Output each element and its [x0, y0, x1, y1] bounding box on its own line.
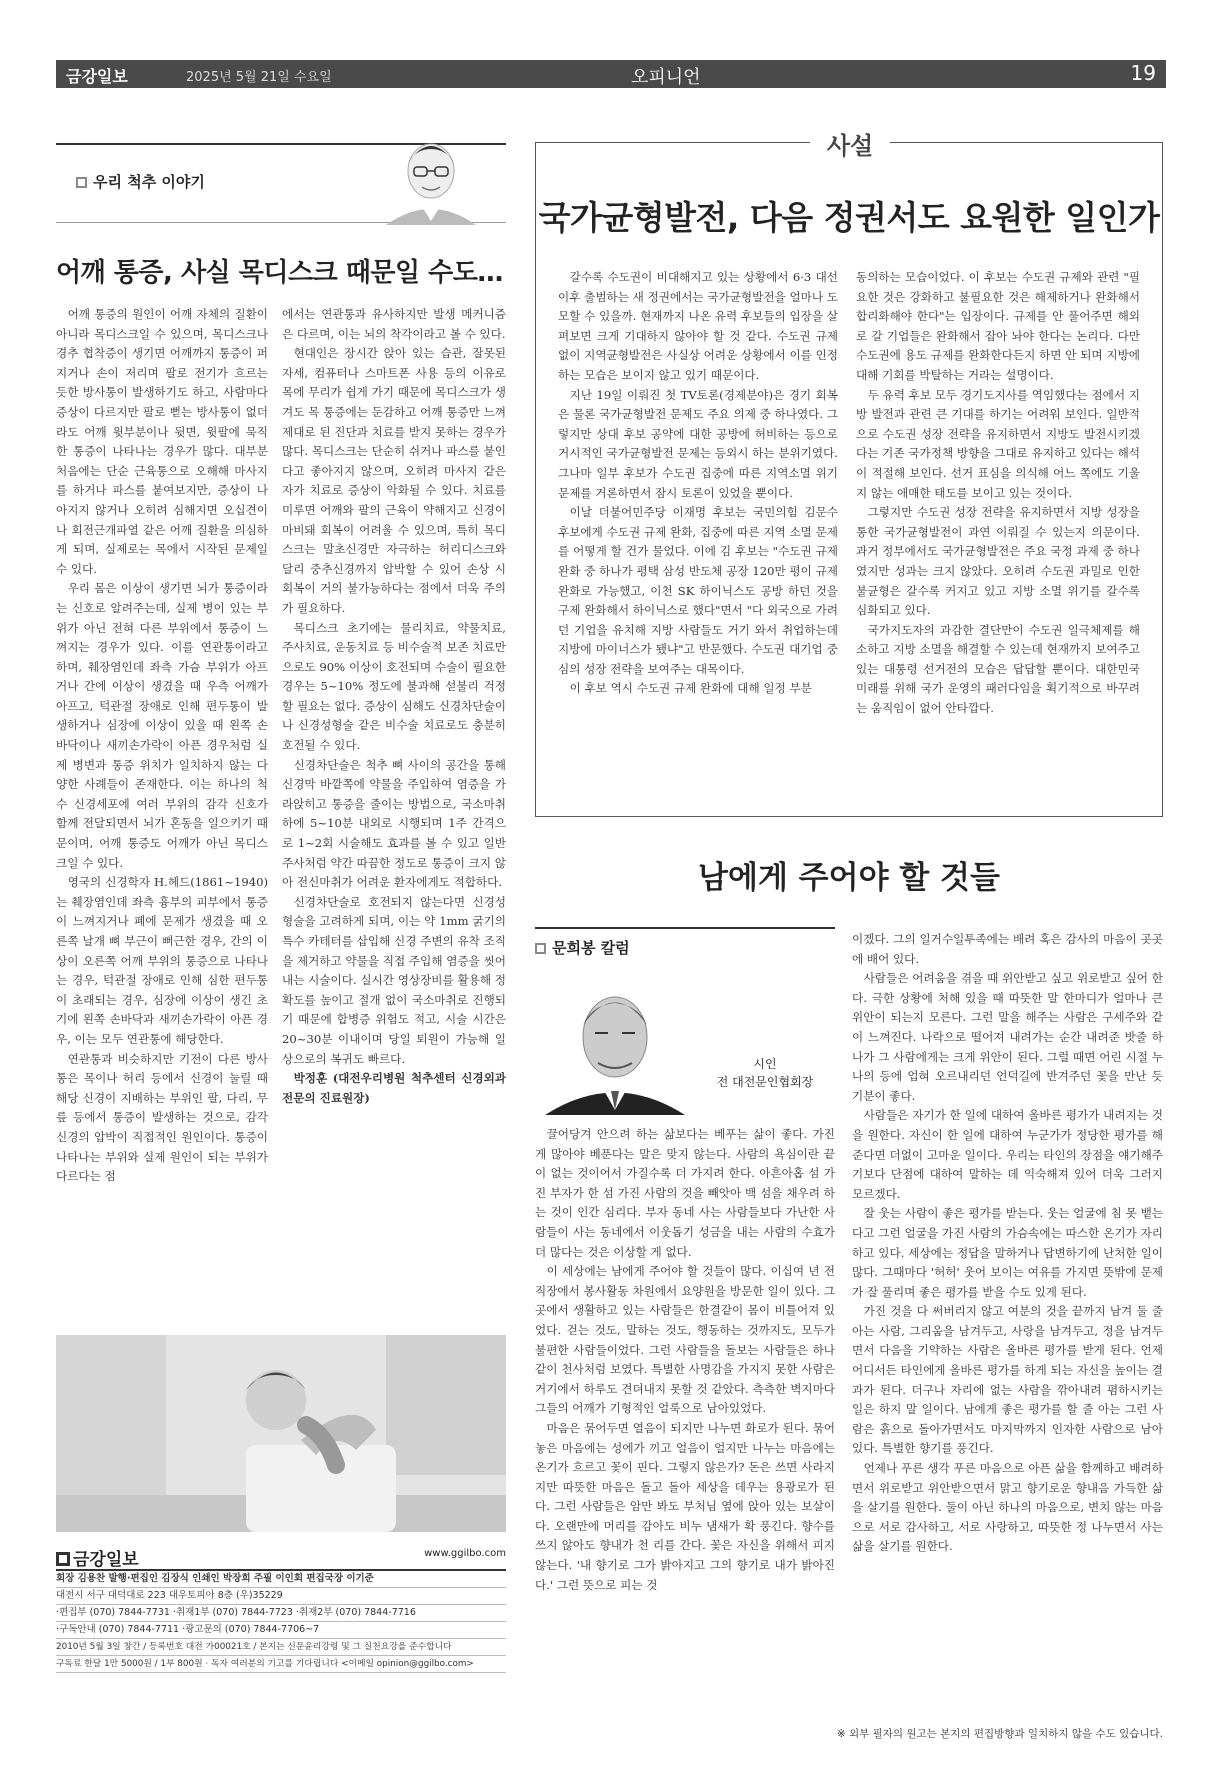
paragraph: 신경차단술은 척추 뼈 사이의 공간을 통해 신경막 바깥쪽에 약물을 주입하여 염증을 가라앉히고 통증을 줄이는 방법으로, 국소마취 하에 5~10분 내외로 시행되며 1주 간격으로 1~2회 시술해도 효과를 볼 수 있고 일반 주사처럼 약간 따끔한 정도로 통증이 크지 않아 전신마취가 어려운 환자에게도 적합하다.	[282, 757, 506, 890]
paragraph: 신경차단술로 호전되지 않는다면 신경성형술을 고려하게 되며, 이는 약 1mm 굵기의 특수 카테터를 삽입해 신경 주변의 유착 조직을 제거하고 약물을 직접 주입해 염증을 씻어내는 시술이다. 실시간 영상장비를 활용해 정확도를 높이고 절개 없이 국소마취로 진행되기 때문에 합병증 위험도 적고, 시술 시간은 20~30분 이내이며 당일 퇴원이 가능해 일상으로의 복귀도 빠르다.	[282, 894, 506, 1066]
paragraph: 갈수록 수도권이 비대해지고 있는 상황에서 6·3 대선 이후 출범하는 새 정권에서는 국가균형발전을 얼마나 도모할 수 있을까. 현재까지 나온 유력 후보들의 입장을 살펴보면 크게 기대하지 않아야 할 것 같다. 수도권 규제 없이 지역균형발전은 사실상 어려운 상황에서 이를 인정하는 모습은 보이지 않고 있기 때문이다.	[558, 270, 838, 382]
header-section: 오피니언	[631, 67, 701, 88]
logo-icon	[56, 1552, 70, 1566]
shoulder-pain-photo	[56, 1335, 506, 1532]
paragraph: 마음은 묶어두면 열음이 되지만 나누면 화로가 된다. 묶어놓은 마음에는 성에가 끼고 얼음이 얼지만 나누는 마음에는 온기가 흐르고 꽃이 핀다. 그렇지 않은가? 돈은 쓰면 사라지지만 따뜻한 마음은 돌고 돌아 세상을 데우는 용광로가 된다. 그런 사람들은 암만 봐도 부처님 옆에 앉아 있는 보살이다. 오랜만에 머리를 감아도 비누 냄새가 확 풍긴다. 향수를 쓰지 않아도 향내가 천 리를 간다. 꽃은 자신을 위해서 피지 않는다. '내 향기로 그가 밝아지고 그의 향기로 내가 밝아진다.' 그런 뜻으로 피는 것	[535, 1420, 835, 1592]
masthead-subscription: 구독료 한달 1만 5000원 / 1부 800원 · 독자 여러분의 기고를 기다립니다 <이메일 opinion@ggilbo.com>	[56, 1656, 506, 1673]
columnist-credentials	[700, 1055, 830, 1091]
paragraph: 이 세상에는 남에게 주어야 할 것들이 많다. 이십여 년 전 직장에서 봉사활동 차원에서 요양원을 방문한 일이 있다. 그곳에서 생활하고 있는 사람들은 한결같이 몸이 비틀어져 있었다. 걷는 것도, 말하는 것도, 행동하는 것까지도, 모두가 불편한 사람들이었다. 그런 사람들을 돌보는 사람들은 하나같이 천사처럼 보였다. 특별한 사명감을 가지지 못한 사람은 거기에서 하루도 견뎌내지 못할 것 같았다. 측측한 벽지마다 그들의 어깨가 기형적인 얼룩으로 남아있었다.	[535, 1264, 835, 1416]
author-photo	[376, 135, 486, 225]
masthead-website: www.ggilbo.com	[424, 1548, 506, 1559]
masthead-logo: 금강일보	[56, 1545, 139, 1570]
masthead-phone2: ·구독안내 (070) 7844-7711 ·광고문의 (070) 7844-7706~7	[56, 1622, 506, 1639]
square-bullet-icon	[535, 943, 546, 954]
editorial-text-col1	[558, 268, 838, 699]
column-series-box	[56, 143, 506, 223]
square-bullet-icon	[76, 177, 87, 188]
editorial-label: 사설	[810, 126, 890, 161]
paragraph: 그렇지만 수도권 성장 전략을 유지하면서 지방 성장을 통한 국가균형발전이 과연 이뤄질 수 있는지 의문이다. 과거 정부에서도 국가균형발전은 주요 국정 과제 중 하나였지만 성과는 크지 않았다. 오히려 수도권 과밀로 인한 불균형은 갈수록 커지고 있고 지방 소멸 위기를 갈수록 심화되고 있다.	[856, 505, 1140, 618]
column2-series-box	[535, 927, 835, 958]
paragraph: 이 후보 역시 수도권 규제 완화에 대해 일정 부분	[569, 681, 812, 696]
paragraph: 사람들은 자기가 한 일에 대하여 올바른 평가가 내려지는 것을 원한다. 자신이 한 일에 대하여 누군가가 정당한 평가를 해준다면 더없이 고마운 일이다. 우리는 타인의 장점을 얘기해주기보다 단점에 대하여 말하는 데 익숙해져 있어 더욱 그러지 모르겠다.	[852, 1108, 1163, 1201]
masthead-phone1: ·편집부 (070) 7844-7731 ·취재1부 (070) 7844-7723 ·취재2부 (070) 7844-7716	[56, 1605, 506, 1622]
paragraph: 동의하는 모습이었다. 이 후보는 수도권 규제와 관련 "필요한 것은 강화하고 불필요한 것은 해제하거나 완화해서 합리화해야 한다"는 입장이다. 규제를 안 풀어주면 해외로 갈 기업들은 완화해서 잡아 놔야 한다는 논리다. 다만 수도권에 용도 규제를 완화한다든지 하면 안 되며 지방에 대해 기회를 박탈하는 거라는 설명이다.	[856, 270, 1140, 382]
paragraph: 잘 웃는 사람이 좋은 평가를 받는다. 웃는 얼굴에 침 못 뱉는다고 그런 얼굴을 가진 사람의 가슴속에는 따스한 온기가 자리하고 있다. 세상에는 정답을 말하거나 답변하기에 난처한 일이 많다. 그때마다 '허허' 웃어 보이는 여유를 가지면 뜻밖에 문제가 잘 풀리며 좋은 평가를 받을 수도 있게 된다.	[852, 1206, 1163, 1299]
columnist-photo	[540, 975, 690, 1115]
editorial-text-col2	[856, 268, 1140, 719]
paragraph: 끌어당겨 안으려 하는 삶보다는 베푸는 삶이 좋다. 가진 게 많아야 베푼다는 말은 맞지 않는다. 사람의 욕심이란 끝이 없는 것이어서 가질수록 더 가지려 한다. 아흔아홉 섬 가진 부자가 한 섬 가진 사람의 것을 빼앗아 백 섬을 채우려 하는 것이 인간 심리다. 부자 동네 사는 사람들보다 가난한 사람들이 사는 동네에서 이웃돕기 성금을 내는 사람의 수효가 더 많다는 것은 이상할 게 없다.	[535, 1127, 835, 1259]
column-text-col1	[56, 305, 268, 1187]
column2-text-col2	[852, 930, 1163, 1557]
editorial-title: 국가균형발전, 다음 정권서도 요원한 일인가	[538, 198, 1160, 237]
paragraph: 우리 몸은 이상이 생기면 뇌가 통증이라는 신호로 알려주는데, 실제 병이 있는 부위가 아닌 전혀 다른 부위에서 통증이 느껴지는 경우가 있다. 이를 연관통이라고 하며, 췌장염인데 좌측 가슴 부위가 아프거나 간에 이상이 생겼을 때 우측 어깨가 아프고, 턱관절 장애로 인해 편두통이 발생하거나 심장에 이상이 있을 때 왼쪽 손바닥이나 새끼손가락이 아픈 경우처럼 실제 병변과 통증 위치가 일치하지 않는 다양한 사례들이 존재한다. 이는 하나의 척수 신경세포에 여러 부위의 감각 신호가 함께 전달되면서 뇌가 혼동을 일으키기 때문이며, 어깨 통증도 어깨가 아닌 목디스크일 수 있다.	[56, 581, 268, 870]
masthead	[56, 1545, 506, 1683]
paragraph: 언제나 푸른 생각 푸른 마음으로 아픈 삶을 함께하고 배려하면서 위로받고 위안받으면서 맑고 향기로운 향내음 가득한 삶을 살기를 원한다. 둘이 아닌 하나의 마음으로, 변치 않는 마음으로 서로 감사하고, 서로 사랑하고, 따뜻한 정 나누면서 사는 삶을 살기를 원한다.	[852, 1461, 1163, 1554]
paragraph: 이날 더불어민주당 이재명 후보는 국민의힘 김문수 후보에게 수도권 규제 완화, 집중에 따른 지역 소멸 문제를 어떻게 할 건가 물었다. 이에 김 후보는 "수도권 규제 완화 중 하나가 평택 삼성 반도체 공장 120만 평이 규제 완화로 가능했고, 이천 SK 하이닉스도 공방 하던 것을 구제 완화해서 하이닉스로 했다"면서 "다 외국으로 가려던 기업을 유치해 지방 사람들도 거기 와서 취업하는데 지방에 마이너스가 됐냐"고 반문했다. 수도권 대기업 중심의 성장 전략을 보여주는 대목이다.	[558, 505, 838, 676]
paragraph: 영국의 신경학자 H.헤드(1861~1940)는 췌장염인데 좌측 흉부의 피부에서 통증이 느껴지거나 폐에 문제가 생겼을 때 오른쪽 날개 뼈 부근이 뻐근한 경우, 간의 이상이 오른쪽 어깨 부위의 통증으로 나타나는 경우, 턱관절 장애로 인해 심한 편두통이 초래되는 경우, 심장에 이상이 생긴 초기에 왼쪽 손바닥과 새끼손가락이 아픈 경우, 이는 모두 연관통에 해당한다.	[56, 875, 268, 1046]
paragraph: 가진 것을 다 써버리지 않고 여분의 것을 끝까지 남겨 둘 줄 아는 사람, 그리움을 남겨두고, 사랑을 남겨두고, 정을 남겨두면서 다음을 기약하는 사람은 올바른 평가를 받게 된다. 언제 어디서든 타인에게 올바른 평가를 하게 되는 자신을 높이는 결과가 된다. 더구나 자리에 없는 사람을 깎아내려 폄하시키는 일은 하지 말 일이다. 남에게 좋은 평가를 할 줄 아는 그런 사람은 흙으로 돌아가면서도 마지막까지 인자한 사람으로 남아있다. 특별한 향기를 풍긴다.	[852, 1304, 1163, 1456]
paragraph: 목디스크 초기에는 물리치료, 약물치료, 주사치료, 운동치료 등 비수술적 보존 치료만으로도 90% 이상이 호전되며 수술이 필요한 경우는 5~10% 정도에 불과해 섣불리 걱정할 필요는 없다. 증상이 심해도 신경차단술이나 신경성형술 같은 비수술 치료로도 충분히 호전될 수 있다.	[282, 620, 506, 753]
column2-headline: 남에게 주어야 할 것들	[698, 860, 1000, 896]
paragraph: 연관통과 비슷하지만 기전이 다른 방사통은 목이나 허리 등에서 신경이 눌릴 때 해당 신경이 지배하는 부위인 팔, 다리, 무릎 등에서 통증이 발생하는 것으로, 감각신경의 압박이 직접적인 원인이다. 통증이 나타나는 부위와 실제 원인이 되는 부위가 다르다는 점	[56, 1051, 268, 1184]
paragraph: 어깨 통증의 원인이 어깨 자체의 질환이 아니라 목디스크일 수 있으며, 목디스크나 경추 협착증이 생기면 어깨까지 통증이 퍼지거나 손이 저리며 팔로 전기가 흐르는 듯한 방사통이 발생하기도 하고, 사람마다 증상이 다르지만 팔로 뻗는 방사통이 없더라도 어깨 윗부분이나 뒷면, 윗팔에 묵직한 통증이 나타나는 경우가 많다. 대부분 처음에는 단순 근육통으로 오해해 마사지를 하거나 파스를 붙여보지만, 증상이 나아지지 않거나 오히려 심해지면 오십견이나 회전근개파열 같은 어깨 질환을 의심하게 되며, 실제로는 목에서 시작된 문제일 수 있다.	[56, 307, 268, 576]
header-paper-name: 금강일보	[66, 67, 128, 86]
paragraph: 두 유력 후보 모두 경기도지사를 역임했다는 점에서 지방 발전과 관련 큰 기대를 하기는 어려워 보인다. 일반적으로 수도권 성장 전략을 유지하면서 지방도 발전시키겠다는 기존 국가정책 방향을 그대로 유지하고 있다는 해석이 적절해 보인다. 선거 표심을 의식해 어느 쪽에도 기울지 않는 애매한 태도를 보이고 있는 것이다.	[856, 387, 1140, 500]
columnist-title: 시인	[753, 1057, 777, 1071]
paragraph: 현대인은 장시간 앉아 있는 습관, 잘못된 자세, 컴퓨터나 스마트폰 사용 등의 이유로 목에 무리가 쉽게 가기 때문에 목디스크가 생겨도 목 통증에는 둔감하고 어깨 통증만 느껴 제대로 된 진단과 치료를 받지 못하는 경우가 많다. 목디스크는 단순히 쉬거나 파스를 붙인다고 좋아지지 않으며, 오히려 마사지 같은 자가 치료로 증상이 악화될 수 있다. 치료를 미루면 어깨와 팔의 근육이 약해지고 신경이 마비돼 회복이 어려울 수 있으며, 특히 목디스크는 말초신경만 자극하는 허리디스크와 달리 중추신경까지 압박할 수 있어 손상 시 회복이 거의 불가능하다는 점에서 더욱 주의가 필요하다.	[282, 346, 506, 615]
disclaimer-note: ※ 외부 필자의 원고는 본지의 편집방향과 일치하지 않을 수도 있습니다.	[836, 1728, 1163, 1740]
column-byline: 박정훈 (대전우리병원 척추센터 신경외과전문의 진료원장)	[282, 1071, 506, 1105]
column-text-col2	[282, 305, 506, 1108]
paragraph: 에서는 연관통과 유사하지만 발생 메커니즘은 다르며, 이는 뇌의 착각이라고 볼 수 있다.	[282, 307, 506, 341]
column2-series-label: 문희봉 칼럼	[535, 937, 835, 958]
header-date: 2025년 5월 21일 수요일	[186, 70, 332, 85]
paragraph: 사람들은 어려움을 겪을 때 위안받고 싶고 위로받고 싶어 한다. 극한 상황에 처해 있을 때 따뜻한 말 한마디가 얼마나 큰 위안이 되는지 모른다. 그런 말을 해주는 사람은 구세주와 같이 느껴진다. 나락으로 떨어져 내려가는 순간 내려준 밧줄 하나가 그 사람에게는 크게 위안이 된다. 그럴 때면 어린 시절 누나의 등에 업혀 오르내리던 언덕길에 반겨주던 꽃을 만난 듯 기분이 좋다.	[852, 971, 1163, 1103]
masthead-address: 대전시 서구 대덕대로 223 대우토피아 8층 (우)35229	[56, 1588, 506, 1605]
column-series-label: 우리 척추 이야기	[76, 171, 205, 192]
column-headline: 어깨 통증, 사실 목디스크 때문일 수도…	[56, 258, 503, 288]
paragraph: 국가지도자의 과감한 결단만이 수도권 일극체제를 해소하고 지방 소멸을 해결할 수 있는데 현재까지 보여주고 있는 대통령 선거전의 모습은 답답할 뿐이다. 대한민국 미래를 위해 국가 운영의 패러다임을 획기적으로 바꾸려는 움직임이 없어 안타깝다.	[856, 622, 1140, 716]
masthead-registration: 2010년 5월 3일 창간 / 등록번호 대전 가00021호 / 본지는 신문윤리강령 및 그 실천요강을 준수합니다	[56, 1639, 506, 1656]
column2-text-col1	[535, 1125, 835, 1595]
paragraph: 지난 19일 이뤄진 첫 TV토론(경제분야)은 경기 회복은 물론 국가균형발전 문제도 주요 의제 중 하나였다. 그렇지만 상대 후보 공약에 대한 공방에 허비하는 등으로 거시적인 국가균형발전 문제는 등외시 하는 분위기였다. 그나마 일부 후보가 수도권 집중에 따른 지역소멸 위기 문제를 거론하면서 잠시 토론이 있었을 뿐이다.	[558, 387, 838, 500]
masthead-staff: 회장 김용찬 발행·편집인 김장식 인쇄인 박장희 주필 이인회 편집국장 이기준	[56, 1569, 506, 1588]
paragraph: 이겠다. 그의 일거수일투족에는 배려 혹은 감사의 마음이 곳곳에 배어 있다.	[852, 932, 1163, 966]
header-page-number: 19	[1130, 61, 1156, 85]
page-header	[56, 60, 1166, 88]
columnist-position: 전 대전문인협회장	[716, 1075, 814, 1089]
